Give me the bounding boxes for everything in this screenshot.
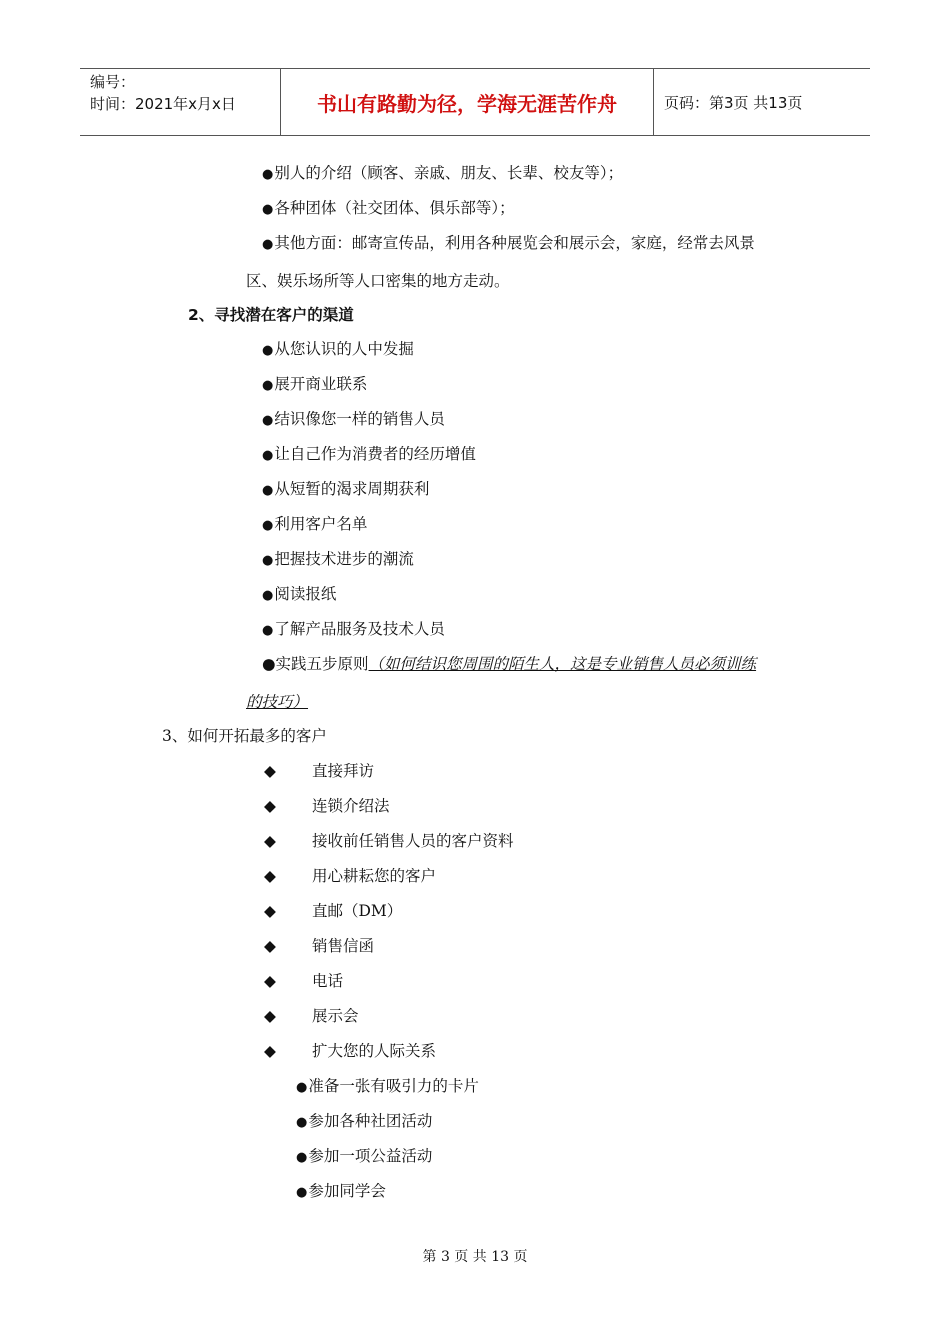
diamond-icon: ◆	[264, 832, 276, 850]
list-item: ◆ 接收前任销售人员的客户资料	[264, 832, 514, 850]
header-page-info: 页码：第3页 共13页	[664, 93, 803, 112]
page-header	[80, 68, 870, 136]
list-item-note: （如何结识您周围的陌生人，这是专业销售人员必须训练	[368, 655, 757, 673]
section-heading: 2、寻找潜在客户的渠道	[188, 306, 354, 324]
diamond-icon: ◆	[264, 1042, 276, 1060]
list-item-continuation: 区、娱乐场所等人口密集的地方走动。	[246, 272, 510, 290]
diamond-icon: ◆	[264, 902, 276, 920]
list-item: ◆ 销售信函	[264, 937, 375, 955]
list-item: ● 了解产品服务及技术人员	[262, 617, 445, 639]
list-item: ● 展开商业联系	[262, 372, 367, 394]
diamond-icon: ◆	[264, 762, 276, 780]
list-item: ● 从您认识的人中发掘	[262, 337, 414, 359]
list-item: ● 让自己作为消费者的经历增值	[262, 442, 476, 464]
list-item	[262, 652, 756, 674]
list-item-text: 实践五步原则	[275, 655, 369, 673]
list-item: ● 各种团体（社交团体、俱乐部等）；	[262, 196, 515, 218]
list-item: ● 别人的介绍（顾客、亲戚、朋友、长辈、校友等）；	[262, 161, 623, 183]
diamond-icon: ◆	[264, 867, 276, 885]
list-item: ◆ 电话	[264, 972, 344, 990]
diamond-icon: ◆	[264, 937, 276, 955]
list-item: ● 利用客户名单	[262, 512, 367, 534]
list-item: ◆ 直邮（DM）	[264, 902, 403, 920]
list-item: ◆ 展示会	[264, 1007, 359, 1025]
diamond-icon: ◆	[264, 972, 276, 990]
section-heading: 3、如何开拓最多的客户	[162, 727, 327, 745]
header-number: 编号：	[90, 73, 136, 91]
diamond-icon: ◆	[264, 797, 276, 815]
list-item: ● 从短暂的渴求周期获利	[262, 477, 429, 499]
list-item: ● 其他方面：邮寄宣传品，利用各种展览会和展示会，家庭，经常去风景	[262, 231, 755, 253]
sub-list-item: ● 参加同学会	[296, 1179, 386, 1201]
header-meta	[80, 69, 281, 135]
list-item: ◆ 直接拜访	[264, 762, 375, 780]
list-item: ● 结识像您一样的销售人员	[262, 407, 445, 429]
list-item: ● 把握技术进步的潮流	[262, 547, 414, 569]
sub-list-item: ● 参加各种社团活动	[296, 1109, 432, 1131]
list-item: ● 阅读报纸	[262, 582, 336, 604]
list-item-note-continuation: 的技巧）	[246, 693, 309, 711]
list-item: ◆ 扩大您的人际关系	[264, 1042, 437, 1060]
sub-list-item: ● 准备一张有吸引力的卡片	[296, 1074, 479, 1096]
list-item: ◆ 用心耕耘您的客户	[264, 867, 437, 885]
sub-list-item: ● 参加一项公益活动	[296, 1144, 432, 1166]
header-motto: 书山有路勤为径，学海无涯苦作舟	[281, 69, 654, 135]
header-time: 时间：2021年x月x日	[90, 95, 236, 113]
list-item: ◆ 连锁介绍法	[264, 797, 390, 815]
page-footer: 第 3 页 共 13 页	[422, 1249, 528, 1265]
bullet-icon: ●	[262, 655, 276, 673]
diamond-icon: ◆	[264, 1007, 276, 1025]
